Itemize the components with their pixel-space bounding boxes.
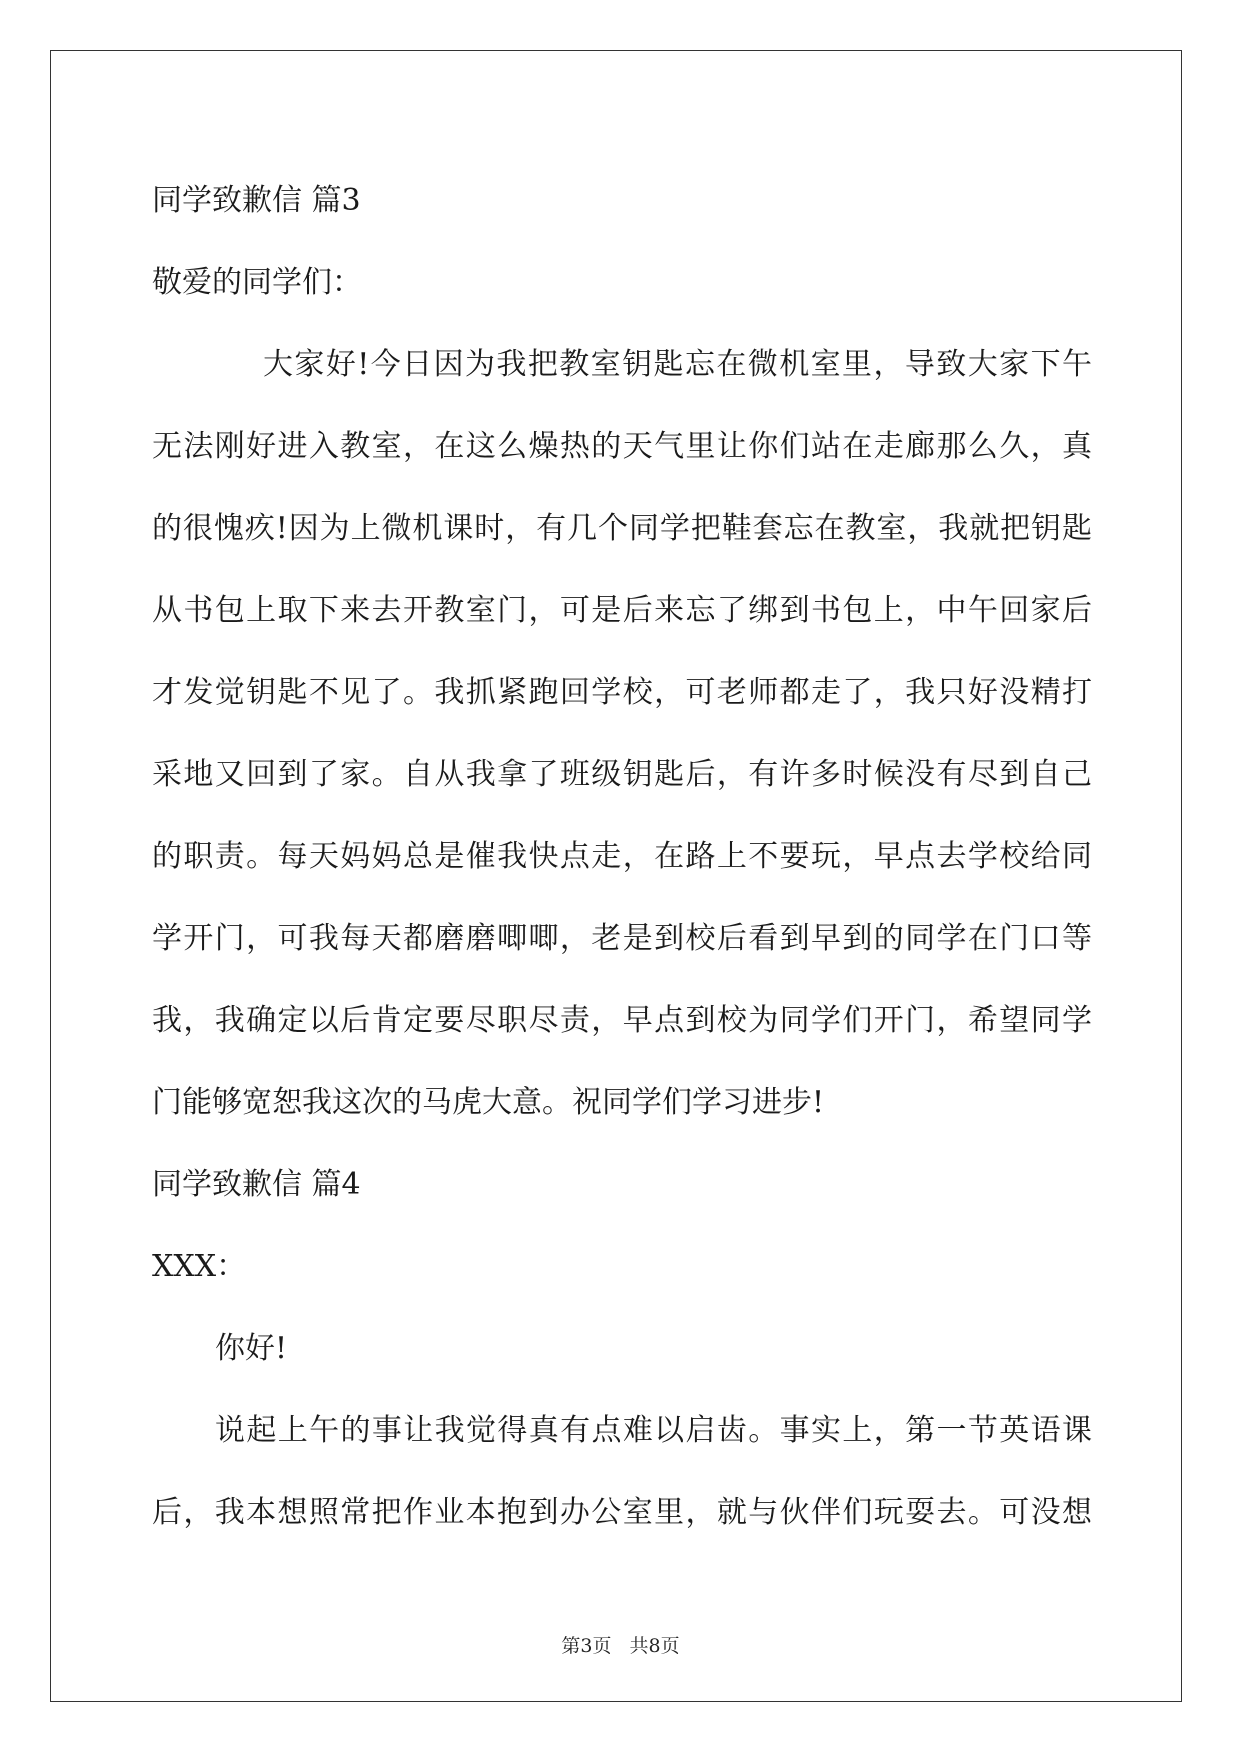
section-3-title: 同学致歉信 篇3 <box>152 183 361 218</box>
paragraph-line: 后，我本想照常把作业本抱到办公室里，就与伙伴们玩耍去。可没想 <box>152 1495 1092 1530</box>
paragraph-line: 的职责。每天妈妈总是催我快点走，在路上不要玩，早点去学校给同 <box>152 839 1092 874</box>
section-4-salutation: XXX： <box>152 1249 247 1284</box>
paragraph-line: 从书包上取下来去开教室门，可是后来忘了绑到书包上，中午回家后 <box>152 593 1092 628</box>
paragraph-line: 采地又回到了家。自从我拿了班级钥匙后，有许多时候没有尽到自己 <box>152 757 1092 792</box>
page-total: 共8页 <box>629 1635 680 1657</box>
page-number: 第3页 <box>561 1635 612 1657</box>
page-footer <box>0 1634 1241 1658</box>
paragraph-line: 我，我确定以后肯定要尽职尽责，早点到校为同学们开门，希望同学 <box>152 1003 1092 1038</box>
section-4-title: 同学致歉信 篇4 <box>152 1167 361 1202</box>
paragraph-line: 的很愧疚!因为上微机课时，有几个同学把鞋套忘在教室，我就把钥匙 <box>152 511 1092 546</box>
paragraph-line: 大家好!今日因为我把教室钥匙忘在微机室里，导致大家下午 <box>263 347 1092 382</box>
paragraph-line: 无法刚好进入教室，在这么燥热的天气里让你们站在走廊那么久，真 <box>152 429 1092 464</box>
paragraph-line: 学开门，可我每天都磨磨唧唧，老是到校后看到早到的同学在门口等 <box>152 921 1092 956</box>
paragraph-line: 才发觉钥匙不见了。我抓紧跑回学校，可老师都走了，我只好没精打 <box>152 675 1092 710</box>
document-body <box>152 160 1092 1554</box>
paragraph-line: 门能够宽恕我这次的马虎大意。祝同学们学习进步! <box>152 1085 825 1120</box>
section-4-greeting: 你好! <box>215 1331 288 1366</box>
section-3-salutation: 敬爱的同学们： <box>152 265 362 300</box>
paragraph-line: 说起上午的事让我觉得真有点难以启齿。事实上，第一节英语课 <box>215 1413 1092 1448</box>
